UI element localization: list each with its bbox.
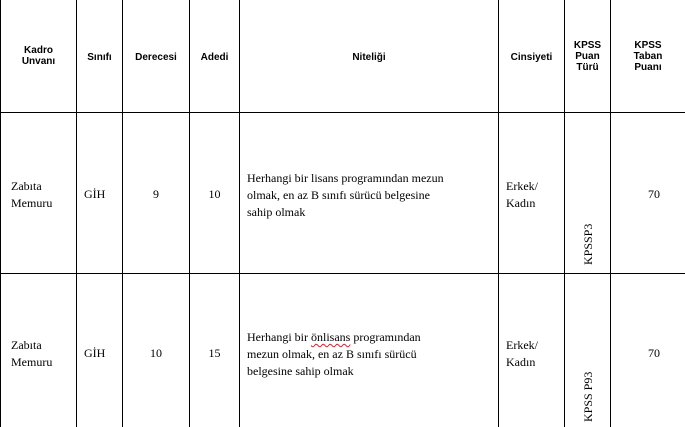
cell-kadro-unvani: Zabıta Memuru [11, 338, 53, 369]
column-divider [498, 0, 499, 427]
header-sinifi: Sınıfı [87, 52, 112, 63]
header-kpss-puan-turu: KPSS Puan Türü [573, 40, 602, 73]
niteligi-text: Herhangi bir [247, 330, 311, 344]
cell-niteligi: Herhangi bir lisans programından mezun olmak, en az B sınıfı sürücü belgesine sahip olmak [247, 171, 444, 219]
header-row-divider [0, 112, 685, 113]
cell-sinifi: GİH [84, 346, 106, 360]
niteligi-text: programından mezun olmak, en az B sınıfı sürücü belgesine sahip olmak [247, 330, 421, 378]
cell-kpss-puan-turu: KPSSP3 [581, 223, 595, 265]
cell-derecesi: 10 [150, 346, 162, 360]
cell-kadro-unvani: Zabıta Memuru [11, 179, 53, 210]
cell-derecesi: 9 [153, 187, 159, 201]
cell-kpss-taban-puani: 70 [648, 187, 660, 201]
column-divider [189, 0, 190, 427]
cell-adedi: 15 [208, 346, 221, 360]
header-derecesi: Derecesi [135, 52, 177, 63]
header-adedi: Adedi [200, 52, 229, 63]
row-divider [0, 273, 685, 274]
header-niteligi: Niteliği [352, 52, 386, 63]
spellcheck-word: önlisans [310, 330, 351, 344]
column-divider [76, 0, 77, 427]
header-kadro-unvani: Kadro Unvanı [21, 45, 56, 67]
cell-cinsiyeti: Erkek/ Kadın [506, 338, 538, 369]
column-divider [122, 0, 123, 427]
cell-adedi: 10 [208, 187, 221, 201]
column-divider [239, 0, 240, 427]
header-cinsiyeti: Cinsiyeti [510, 52, 553, 63]
cell-sinifi: GİH [84, 187, 106, 201]
header-kpss-taban-puani: KPSS Taban Puanı [633, 40, 663, 73]
cell-kpss-puan-turu: KPSS P93 [581, 371, 595, 422]
cell-kpss-taban-puani: 70 [648, 346, 660, 360]
cell-niteligi [247, 329, 421, 380]
cell-cinsiyeti: Erkek/ Kadın [506, 179, 538, 210]
